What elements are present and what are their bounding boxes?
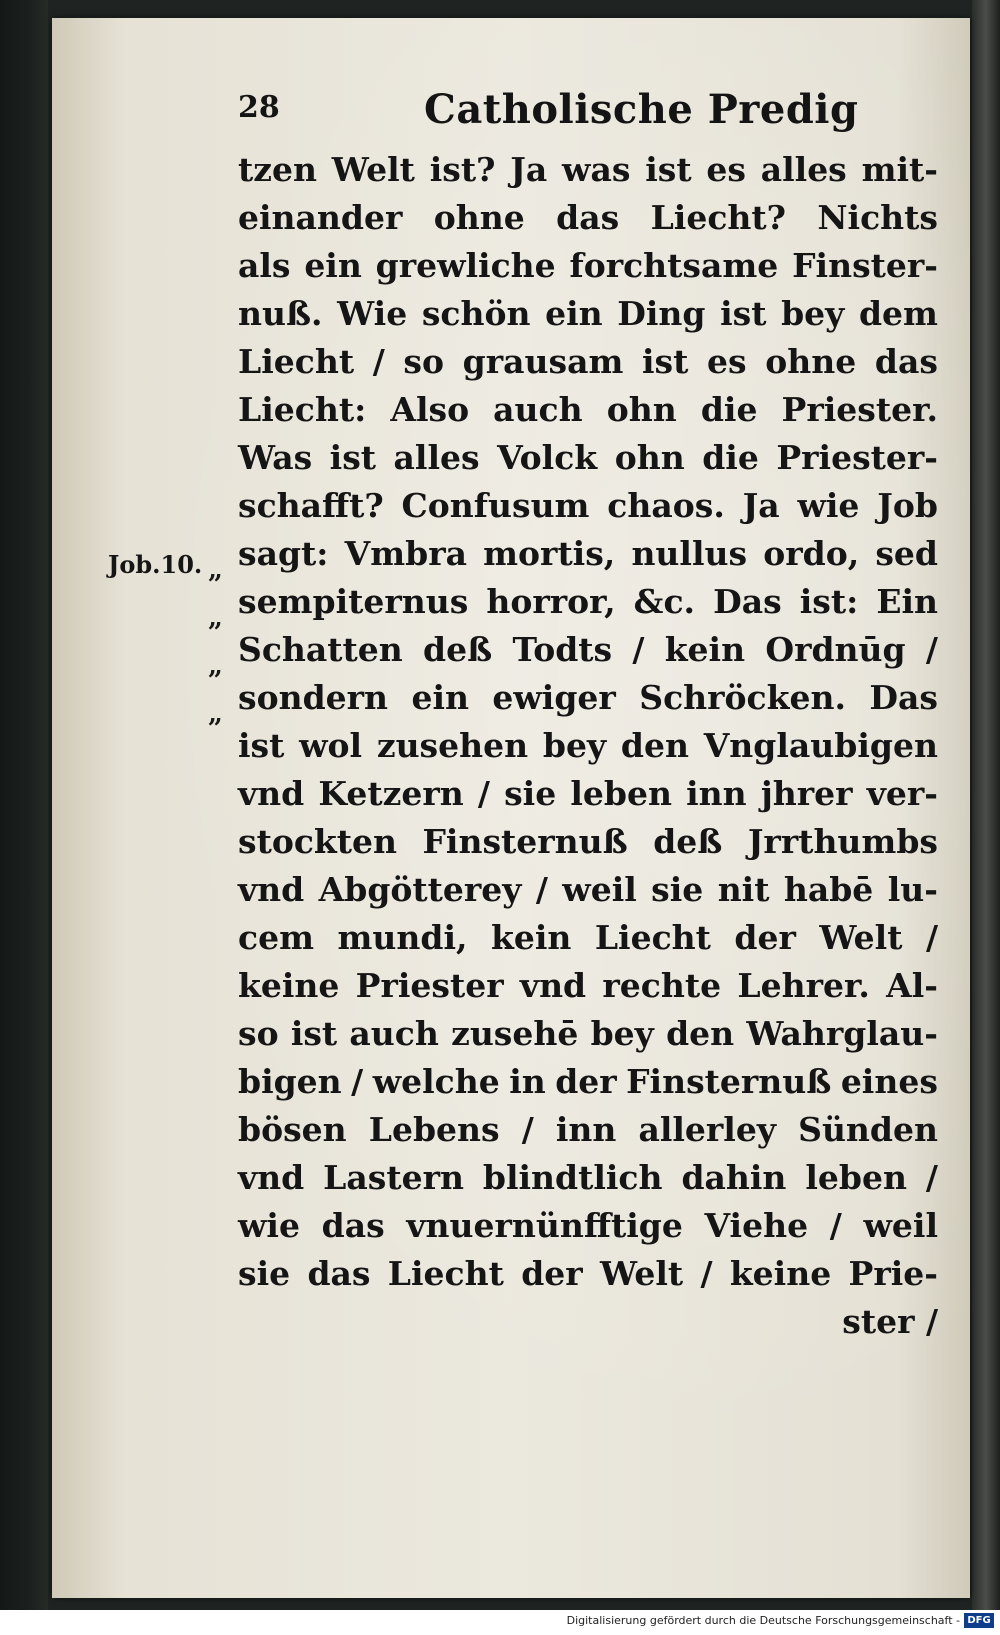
quote-mark: „ [208,699,223,729]
text-line: stockten Finsternuß deß Jrrthumbs [238,822,938,861]
text-line: wie das vnuernünfftige Viehe / weil [238,1206,938,1245]
text-line: bigen / welche in der Finsternuß eines [238,1062,938,1101]
book-page [52,18,970,1598]
text-line: keine Priester vnd rechte Lehrer. Al- [238,966,938,1005]
quote-mark: „ [208,603,223,633]
text-line: Liecht: Also auch ohn die Priester. [238,390,938,429]
text-line: sie das Liecht der Welt / keine Prie- [238,1254,938,1293]
text-line: als ein grewliche forchtsame Finster- [238,246,938,285]
text-line: Was ist alles Volck ohn die Priester- [238,438,938,477]
footer-credit: Digitalisierung gefördert durch die Deutsche Forschungsgemeinschaft - [566,1614,960,1627]
text-line: vnd Ketzern / sie leben inn jhrer ver- [238,774,938,813]
text-line: einander ohne das Liecht? Nichts [238,198,938,237]
text-line: sagt: Vmbra mortis, nullus ordo, sed [238,534,938,573]
book-spine [0,0,48,1635]
text-line: nuß. Wie schön ein Ding ist bey dem [238,294,938,333]
catchword: ster / [842,1302,938,1341]
page-number: 28 [238,90,280,125]
text-line: bösen Lebens / inn allerley Sünden [238,1110,938,1149]
margin-citation: Job.10. [108,550,203,579]
body-text [238,146,938,1346]
text-line: so ist auch zusehē bey den Wahrglau- [238,1014,938,1053]
text-line: sondern ein ewiger Schröcken. Das [238,678,938,717]
text-line: Liecht / so grausam ist es ohne das [238,342,938,381]
text-line: sempiternus horror, &c. Das ist: Ein [238,582,938,621]
text-line: Schatten deß Todts / kein Ordnūg / [238,630,938,669]
quote-mark: „ [208,555,223,585]
quotation-marks [208,546,223,738]
quote-mark: „ [208,651,223,681]
dfg-logo: DFG [964,1613,994,1628]
text-line: tzen Welt ist? Ja was ist es alles mit- [238,150,938,189]
text-line: schafft? Confusum chaos. Ja wie Job [238,486,938,525]
text-line: vnd Lastern blindtlich dahin leben / [238,1158,938,1197]
running-title: Catholische Predig [424,86,859,133]
text-line: vnd Abgötterey / weil sie nit habē lu- [238,870,938,909]
text-line: ist wol zusehen bey den Vnglaubigen [238,726,938,765]
text-line: cem mundi, kein Liecht der Welt / [238,918,938,957]
page-edge [972,0,1000,1635]
